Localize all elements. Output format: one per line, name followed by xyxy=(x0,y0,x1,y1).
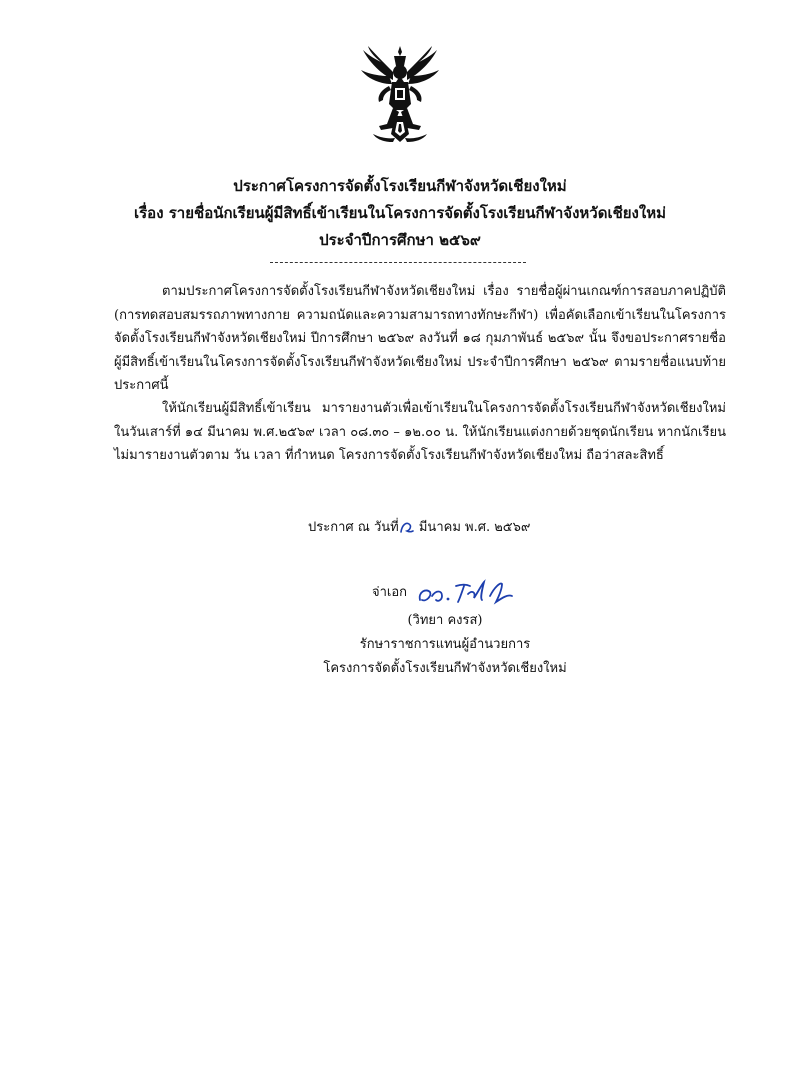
body-paragraph-1 xyxy=(114,280,726,398)
signer-rank: จ่าเอก xyxy=(372,585,408,600)
date-prefix: ประกาศ ณ วันที่ xyxy=(308,520,399,535)
signature-row xyxy=(372,578,528,608)
body-paragraph-2-text: ให้นักเรียนผู้มีสิทธิ์เข้าเรียน มารายงานตัวเพื่อเข้าเรียนในโครงการจัดตั้งโรงเรียนกีฬาจังหวัดเชียงใหม่ ในวันเสาร์ที่ ๑๔ มีนาคม พ.ศ.๒๕๖๙ เวลา ๐๘.๓๐ – ๑๒.๐๐ น. ให้นักเรียนแต่งกายด้วยชุดนักเรียน หากนักเรียนไม่มารายงานตัวตาม วัน เวลา ที่กำหนด โครงการจัดตั้งโรงเรียนกีฬาจังหวัดเชียงใหม่ ถือว่าสละสิทธิ์ xyxy=(114,401,726,463)
announcement-date xyxy=(308,517,530,539)
garuda-emblem-icon xyxy=(359,44,441,144)
body-paragraph-1-text: ตามประกาศโครงการจัดตั้งโรงเรียนกีฬาจังหวัดเชียงใหม่ เรื่อง รายชื่อผู้ผ่านเกณฑ์การสอบภาคปฏิบัติ (การทดสอบสมรรถภาพทางกาย ความถนัดและความสามารถทางทักษะกีฬา) เพื่อคัดเลือกเข้าเรียนในโครงการจัดตั้งโรงเรียนกีฬาจังหวัดเชียงใหม่ ปีการศึกษา ๒๕๖๙ ลงวันที่ ๑๘ กุมภาพันธ์ ๒๕๖๙ นั้น จึงขอประกาศรายชื่อผู้มีสิทธิ์เข้าเรียนในโครงการจัดตั้งโรงเรียนกีฬาจังหวัดเชียงใหม่ ประจำปีการศึกษา ๒๕๖๙ ตามรายชื่อแนบท้ายประกาศนี้ xyxy=(114,284,726,393)
academic-year-line: ประจำปีการศึกษา ๒๕๖๙ xyxy=(319,231,481,249)
signer-name: (วิทยา คงรส) xyxy=(407,613,483,628)
signer-organization: โครงการจัดตั้งโรงเรียนกีฬาจังหวัดเชียงใหม่ xyxy=(323,661,567,676)
handwritten-signature-icon xyxy=(412,578,528,608)
body-paragraph-2 xyxy=(114,397,726,468)
announcement-subject: เรื่อง รายชื่อนักเรียนผู้มีสิทธิ์เข้าเรียนในโครงการจัดตั้งโรงเรียนกีฬาจังหวัดเชียงใหม่ xyxy=(134,204,666,222)
announcement-title: ประกาศโครงการจัดตั้งโรงเรียนกีฬาจังหวัดเชียงใหม่ xyxy=(233,177,567,195)
dashed-divider xyxy=(270,262,526,263)
date-suffix: มีนาคม พ.ศ. ๒๕๖๙ xyxy=(414,520,531,535)
handwritten-day-icon xyxy=(399,519,415,535)
signer-position: รักษาราชการแทนผู้อำนวยการ xyxy=(359,637,531,652)
